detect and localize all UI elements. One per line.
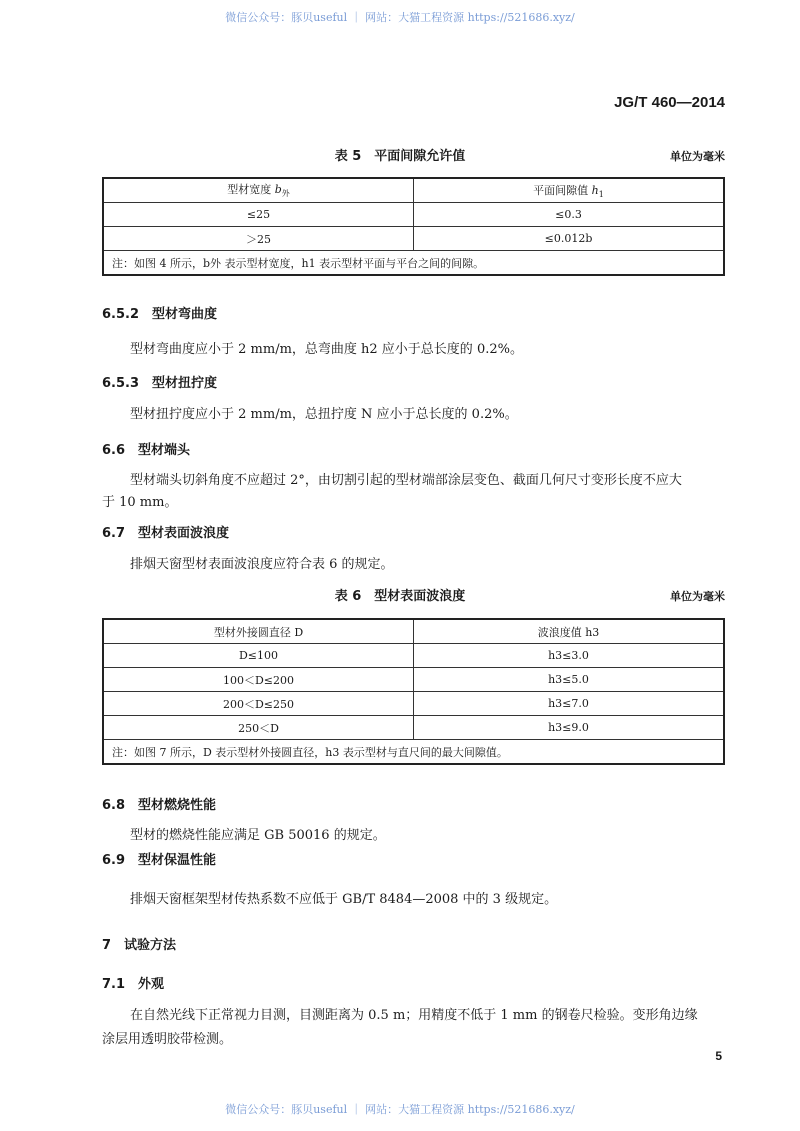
cell: h3≤9.0 bbox=[414, 716, 725, 740]
section-6-6-text-1: 型材端头切斜角度不应超过 2°，由切割引起的型材端部涂层变色、截面几何尺寸变形长度不应大 bbox=[130, 473, 682, 488]
section-6-8-text: 型材的燃烧性能应满足 GB 50016 的规定。 bbox=[130, 828, 386, 843]
section-7-title: 7 试验方法 bbox=[102, 938, 177, 953]
cell: ≤25 bbox=[103, 203, 414, 227]
section-6-5-3-title: 6.5.3 型材扭拧度 bbox=[102, 376, 218, 391]
section-6-7-title: 6.7 型材表面波浪度 bbox=[102, 526, 230, 541]
table-row bbox=[103, 227, 724, 251]
table6 bbox=[102, 618, 725, 765]
table-note: 注：如图 7 所示，D 表示型材外接圆直径，h3 表示型材与直尺间的最大间隙值。 bbox=[103, 740, 724, 765]
section-6-6-title: 6.6 型材端头 bbox=[102, 443, 191, 458]
section-6-5-2-title: 6.5.2 型材弯曲度 bbox=[102, 307, 218, 322]
cell: h3≤5.0 bbox=[414, 668, 725, 692]
cell: D≤100 bbox=[103, 644, 414, 668]
cell: h3≤3.0 bbox=[414, 644, 725, 668]
table-row bbox=[103, 692, 724, 716]
cell: h3≤7.0 bbox=[414, 692, 725, 716]
cell: 100＜D≤200 bbox=[103, 668, 414, 692]
standard-number: JG/T 460—2014 bbox=[614, 94, 725, 111]
cell: 250＜D bbox=[103, 716, 414, 740]
table-note: 注：如图 4 所示，b外 表示型材宽度，h1 表示型材平面与平台之间的间隙。 bbox=[103, 251, 724, 276]
header-cell: 型材宽度 $b_外$ bbox=[103, 178, 414, 203]
table-note-row bbox=[103, 251, 724, 276]
section-6-5-2-text: 型材弯曲度应小于 2 mm/m，总弯曲度 h2 应小于总长度的 0.2%。 bbox=[130, 342, 523, 357]
table-header-row bbox=[103, 178, 724, 203]
watermark-bottom: 微信公众号：豚贝useful ｜ 网站：大猫工程资源 https://521686.xyz/ bbox=[225, 1103, 575, 1116]
cell: ≤0.3 bbox=[414, 203, 725, 227]
section-7-1-title: 7.1 外观 bbox=[102, 977, 165, 992]
table-row bbox=[103, 668, 724, 692]
table5 bbox=[102, 177, 725, 276]
header-cell: 波浪度值 h3 bbox=[414, 619, 725, 644]
cell: 200＜D≤250 bbox=[103, 692, 414, 716]
section-7-1-text-2: 涂层用透明胶带检测。 bbox=[102, 1032, 233, 1047]
table-row bbox=[103, 644, 724, 668]
section-6-9-title: 6.9 型材保温性能 bbox=[102, 853, 217, 868]
section-6-7-text: 排烟天窗型材表面波浪度应符合表 6 的规定。 bbox=[130, 557, 394, 572]
table-note-row bbox=[103, 740, 724, 765]
table-row bbox=[103, 203, 724, 227]
header-cell: 平面间隙值 $h_1$ bbox=[414, 178, 725, 203]
page-number: 5 bbox=[715, 1049, 722, 1063]
table5-caption: 表 5 平面间隙允许值 bbox=[334, 149, 466, 164]
section-6-6-text-2: 于 10 mm。 bbox=[102, 495, 178, 510]
section-7-1-text-1: 在自然光线下正常视力目测，目测距离为 0.5 m；用精度不低于 1 mm 的钢卷尺检验。变形角边缘 bbox=[130, 1008, 698, 1023]
table6-caption: 表 6 型材表面波浪度 bbox=[334, 589, 466, 604]
watermark-top: 微信公众号：豚贝useful ｜ 网站：大猫工程资源 https://521686.xyz/ bbox=[225, 11, 575, 24]
table6-unit: 单位为毫米 bbox=[670, 590, 725, 603]
header-cell: 型材外接圆直径 D bbox=[103, 619, 414, 644]
cell: ＞25 bbox=[103, 227, 414, 251]
section-6-5-3-text: 型材扭拧度应小于 2 mm/m，总扭拧度 N 应小于总长度的 0.2%。 bbox=[130, 407, 518, 422]
cell: ≤0.012b bbox=[414, 227, 725, 251]
table-row bbox=[103, 716, 724, 740]
table5-unit: 单位为毫米 bbox=[670, 150, 725, 163]
section-6-8-title: 6.8 型材燃烧性能 bbox=[102, 798, 217, 813]
table-header-row bbox=[103, 619, 724, 644]
section-6-9-text: 排烟天窗框架型材传热系数不应低于 GB/T 8484—2008 中的 3 级规定。 bbox=[130, 892, 558, 907]
